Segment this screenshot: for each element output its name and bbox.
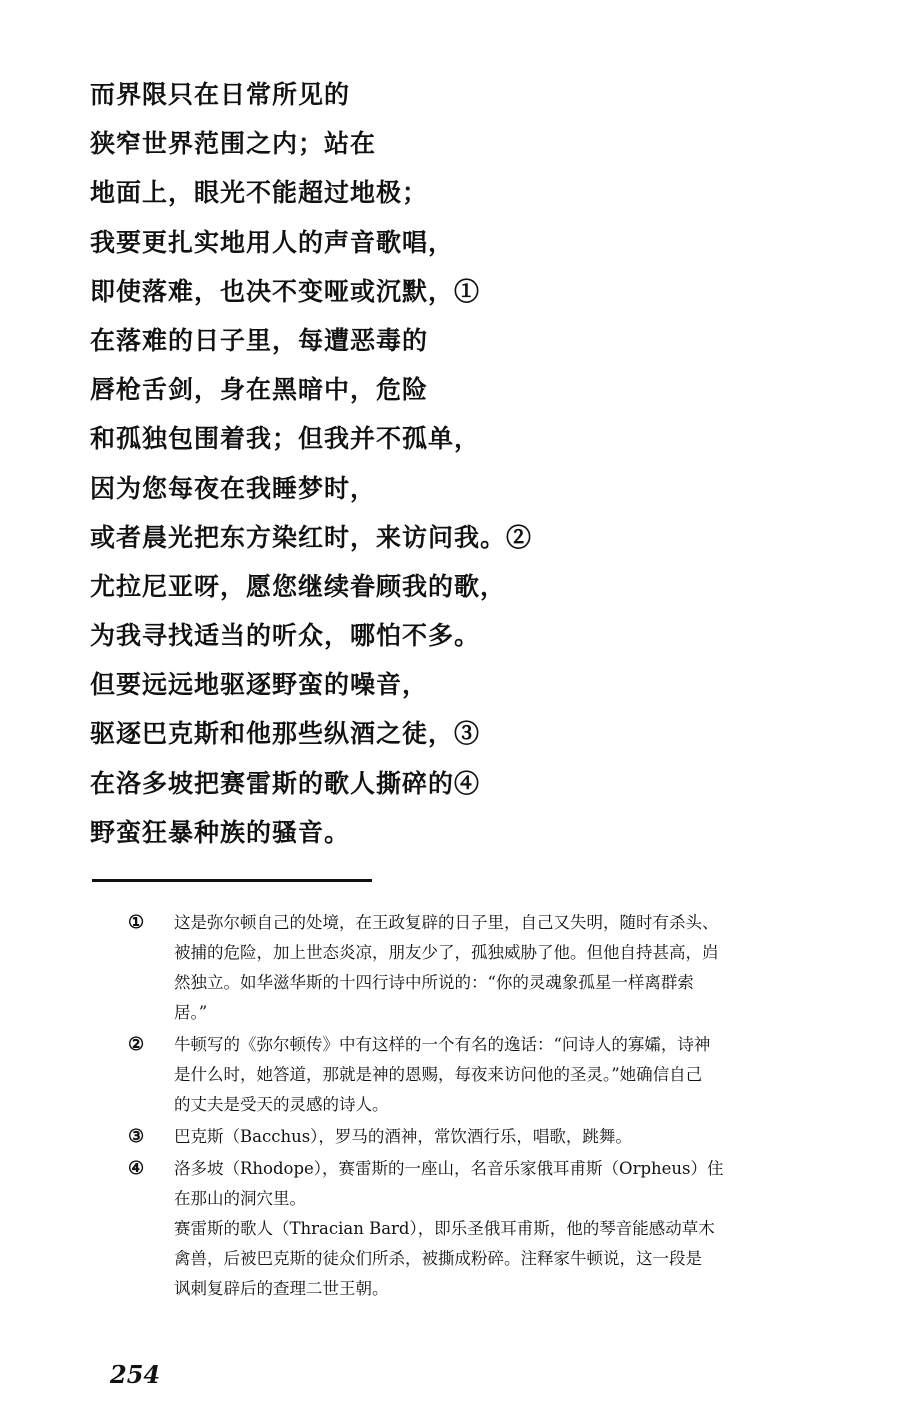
poem-line: 和孤独包围着我；但我并不孤单，: [90, 424, 481, 454]
footnote-line: 在那山的洞穴里。: [174, 1189, 306, 1208]
footnote-marker: ④: [128, 1158, 145, 1179]
footnote-2: [128, 1030, 860, 1120]
footnote-line: 赛雷斯的歌人（Thracian Bard），即乐圣俄耳甫斯，他的琴音能感动草木: [174, 1219, 715, 1238]
footnote-line: 洛多坡（Rhodope），赛雷斯的一座山，名音乐家俄耳甫斯（Orpheus）住: [174, 1159, 724, 1178]
footnote-line: 牛顿写的《弥尔顿传》中有这样的一个有名的逸话：“问诗人的寡孀，诗神: [174, 1035, 711, 1054]
footnote-line: 巴克斯（Bacchus），罗马的酒神，常饮酒行乐，唱歌，跳舞。: [174, 1127, 632, 1146]
footnotes: [128, 908, 860, 1306]
footnote-line: 的丈夫是受天的灵感的诗人。: [174, 1095, 389, 1114]
footnote-marker: ③: [128, 1126, 145, 1147]
footnote-line: 居。”: [174, 1003, 208, 1022]
poem-line: 在落难的日子里，每遭恶毒的: [90, 325, 429, 355]
footnote-4: [128, 1154, 860, 1304]
footnote-marker: ①: [128, 912, 145, 933]
footnote-marker: ②: [128, 1034, 145, 1055]
poem-line: 而界限只在日常所见的: [90, 80, 351, 109]
poem-line: 在洛多坡把赛雷斯的歌人撕碎的④: [90, 768, 481, 798]
footnote-divider: [92, 879, 372, 882]
poem-line: 野蛮狂暴种族的骚音。: [90, 817, 351, 847]
poem-line: 或者晨光把东方染红时，来访问我。②: [90, 522, 533, 552]
footnote-line: 讽刺复辟后的查理二世王朝。: [174, 1279, 389, 1298]
footnote-line: 禽兽，后被巴克斯的徒众们所杀，被撕成粉碎。注释家牛顿说，这一段是: [174, 1249, 702, 1268]
poem-line: 唇枪舌剑，身在黑暗中，危险: [90, 375, 429, 405]
poem-line: 即使落难，也决不变哑或沉默，①: [90, 276, 481, 306]
poem-line: 因为您每夜在我睡梦时，: [90, 473, 377, 503]
poem-line: 地面上，眼光不能超过地极；: [90, 178, 429, 208]
footnote-3: [128, 1122, 860, 1152]
page-number: 254: [110, 1360, 161, 1389]
poem-line: 狭窄世界范围之内；站在: [90, 129, 377, 159]
poem-line: 尤拉尼亚呀，愿您继续眷顾我的歌，: [90, 571, 507, 601]
poem-line: 我要更扎实地用人的声音歌唱，: [90, 227, 455, 257]
poem-line: 驱逐巴克斯和他那些纵酒之徒，③: [90, 719, 481, 749]
poem-line: 为我寻找适当的听众，哪怕不多。: [90, 621, 481, 651]
footnote-line: 这是弥尔顿自己的处境，在王政复辟的日子里，自己又失明，随时有杀头、: [174, 913, 719, 932]
poem-line: 但要远远地驱逐野蛮的噪音，: [90, 670, 429, 700]
footnote-line: 被捕的危险，加上世态炎凉，朋友少了，孤独威胁了他。但他自持甚高，岿: [174, 943, 719, 962]
footnote-line: 是什么时，她答道，那就是神的恩赐，每夜来访问他的圣灵。”她确信自己: [174, 1065, 703, 1084]
footnote-line: 然独立。如华滋华斯的十四行诗中所说的：“你的灵魂象孤星一样离群索: [174, 973, 694, 992]
footnote-1: [128, 908, 860, 1028]
poem-text: [90, 70, 810, 857]
